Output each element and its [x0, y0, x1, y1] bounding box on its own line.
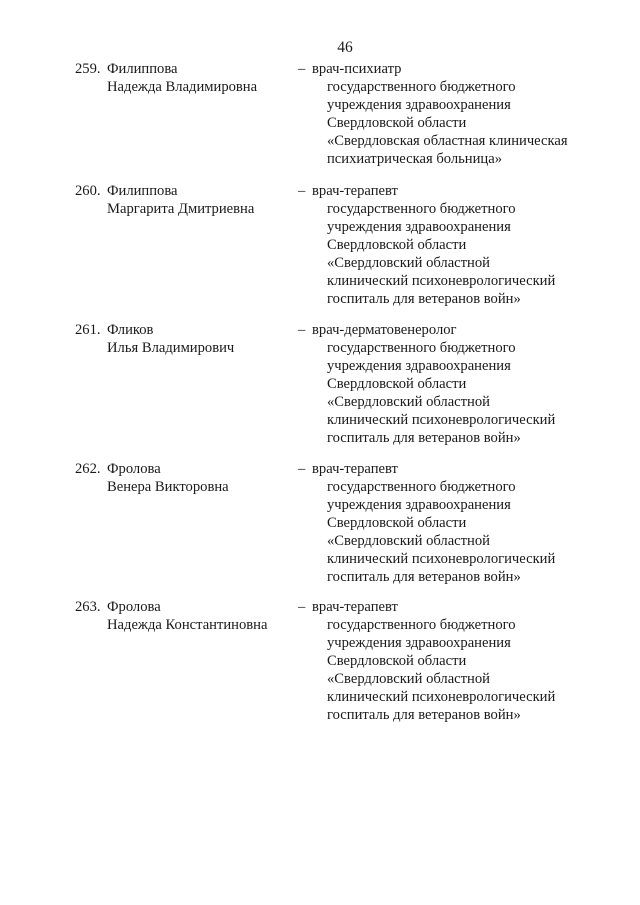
- entry-position-line: государственного бюджетного: [327, 201, 516, 217]
- entry-position-line: государственного бюджетного: [327, 79, 516, 95]
- entry-surname: Филиппова: [107, 61, 178, 77]
- entry-position-line: Свердловской области: [327, 115, 467, 131]
- entry-number: 260.: [75, 183, 101, 199]
- entry-person-name: [107, 598, 307, 634]
- entry-position: [312, 182, 612, 308]
- entry-position-line: Свердловской области: [327, 376, 467, 392]
- entry-position-line: государственного бюджетного: [327, 617, 516, 633]
- entry-surname: Филиппова: [107, 183, 178, 199]
- entry-position-line: врач-терапевт: [312, 461, 398, 477]
- entry-position-line: учреждения здравоохранения: [327, 358, 511, 374]
- entry-position: [312, 60, 612, 168]
- entry-position-line: врач-психиатр: [312, 61, 402, 77]
- entry-position-line: учреждения здравоохранения: [327, 97, 511, 113]
- entry-position-line: госпиталь для ветеранов войн»: [327, 291, 521, 307]
- entry-position-line: клинический психоневрологический: [327, 551, 556, 567]
- entry-position-line: врач-терапевт: [312, 183, 398, 199]
- entry-position: [312, 598, 612, 724]
- entry-position-line: клинический психоневрологический: [327, 412, 556, 428]
- entry-person-name: [107, 460, 307, 496]
- entry-position-line: «Свердловская областная клиническая: [327, 133, 568, 149]
- entry-position-line: «Свердловский областной: [327, 533, 490, 549]
- entry-position-line: учреждения здравоохранения: [327, 497, 511, 513]
- entry-position-line: государственного бюджетного: [327, 479, 516, 495]
- entry-dash: –: [298, 322, 306, 338]
- entry-number: 262.: [75, 461, 101, 477]
- entry-surname: Фликов: [107, 322, 154, 338]
- entry-surname: Фролова: [107, 461, 161, 477]
- entry-number: 263.: [75, 599, 101, 615]
- entry-dash: –: [298, 183, 306, 199]
- entry-position-line: учреждения здравоохранения: [327, 635, 511, 651]
- entry-position-line: психиатрическая больница»: [327, 151, 503, 167]
- entry-position-line: госпиталь для ветеранов войн»: [327, 569, 521, 585]
- entry-position-line: Свердловской области: [327, 653, 467, 669]
- entry-person-name: [107, 182, 307, 218]
- entry-position-line: «Свердловский областной: [327, 394, 490, 410]
- entry-position-line: государственного бюджетного: [327, 340, 516, 356]
- entry-given-name: Надежда Константиновна: [107, 617, 268, 633]
- entry-position: [312, 321, 612, 447]
- entry-given-name: Маргарита Дмитриевна: [107, 201, 255, 217]
- entry-position-line: госпиталь для ветеранов войн»: [327, 430, 521, 446]
- entry-position-line: учреждения здравоохранения: [327, 219, 511, 235]
- entry-person-name: [107, 60, 307, 96]
- entry-number: 259.: [75, 61, 101, 77]
- entry-position-line: «Свердловский областной: [327, 671, 490, 687]
- entry-position-line: Свердловской области: [327, 237, 467, 253]
- entry-dash: –: [298, 461, 306, 477]
- entry-dash: –: [298, 61, 306, 77]
- entry-position-line: врач-дерматовенеролог: [312, 322, 457, 338]
- entry-position: [312, 460, 612, 586]
- entry-position-line: Свердловской области: [327, 515, 467, 531]
- entry-person-name: [107, 321, 307, 357]
- entry-position-line: врач-терапевт: [312, 599, 398, 615]
- entry-position-line: «Свердловский областной: [327, 255, 490, 271]
- entry-position-line: клинический психоневрологический: [327, 689, 556, 705]
- entry-surname: Фролова: [107, 599, 161, 615]
- entry-given-name: Илья Владимирович: [107, 340, 235, 356]
- entry-number: 261.: [75, 322, 101, 338]
- entry-dash: –: [298, 599, 306, 615]
- page-number: 46: [337, 39, 353, 56]
- entry-position-line: госпиталь для ветеранов войн»: [327, 707, 521, 723]
- entry-position-line: клинический психоневрологический: [327, 273, 556, 289]
- entry-given-name: Венера Викторовна: [107, 479, 229, 495]
- entry-given-name: Надежда Владимировна: [107, 79, 258, 95]
